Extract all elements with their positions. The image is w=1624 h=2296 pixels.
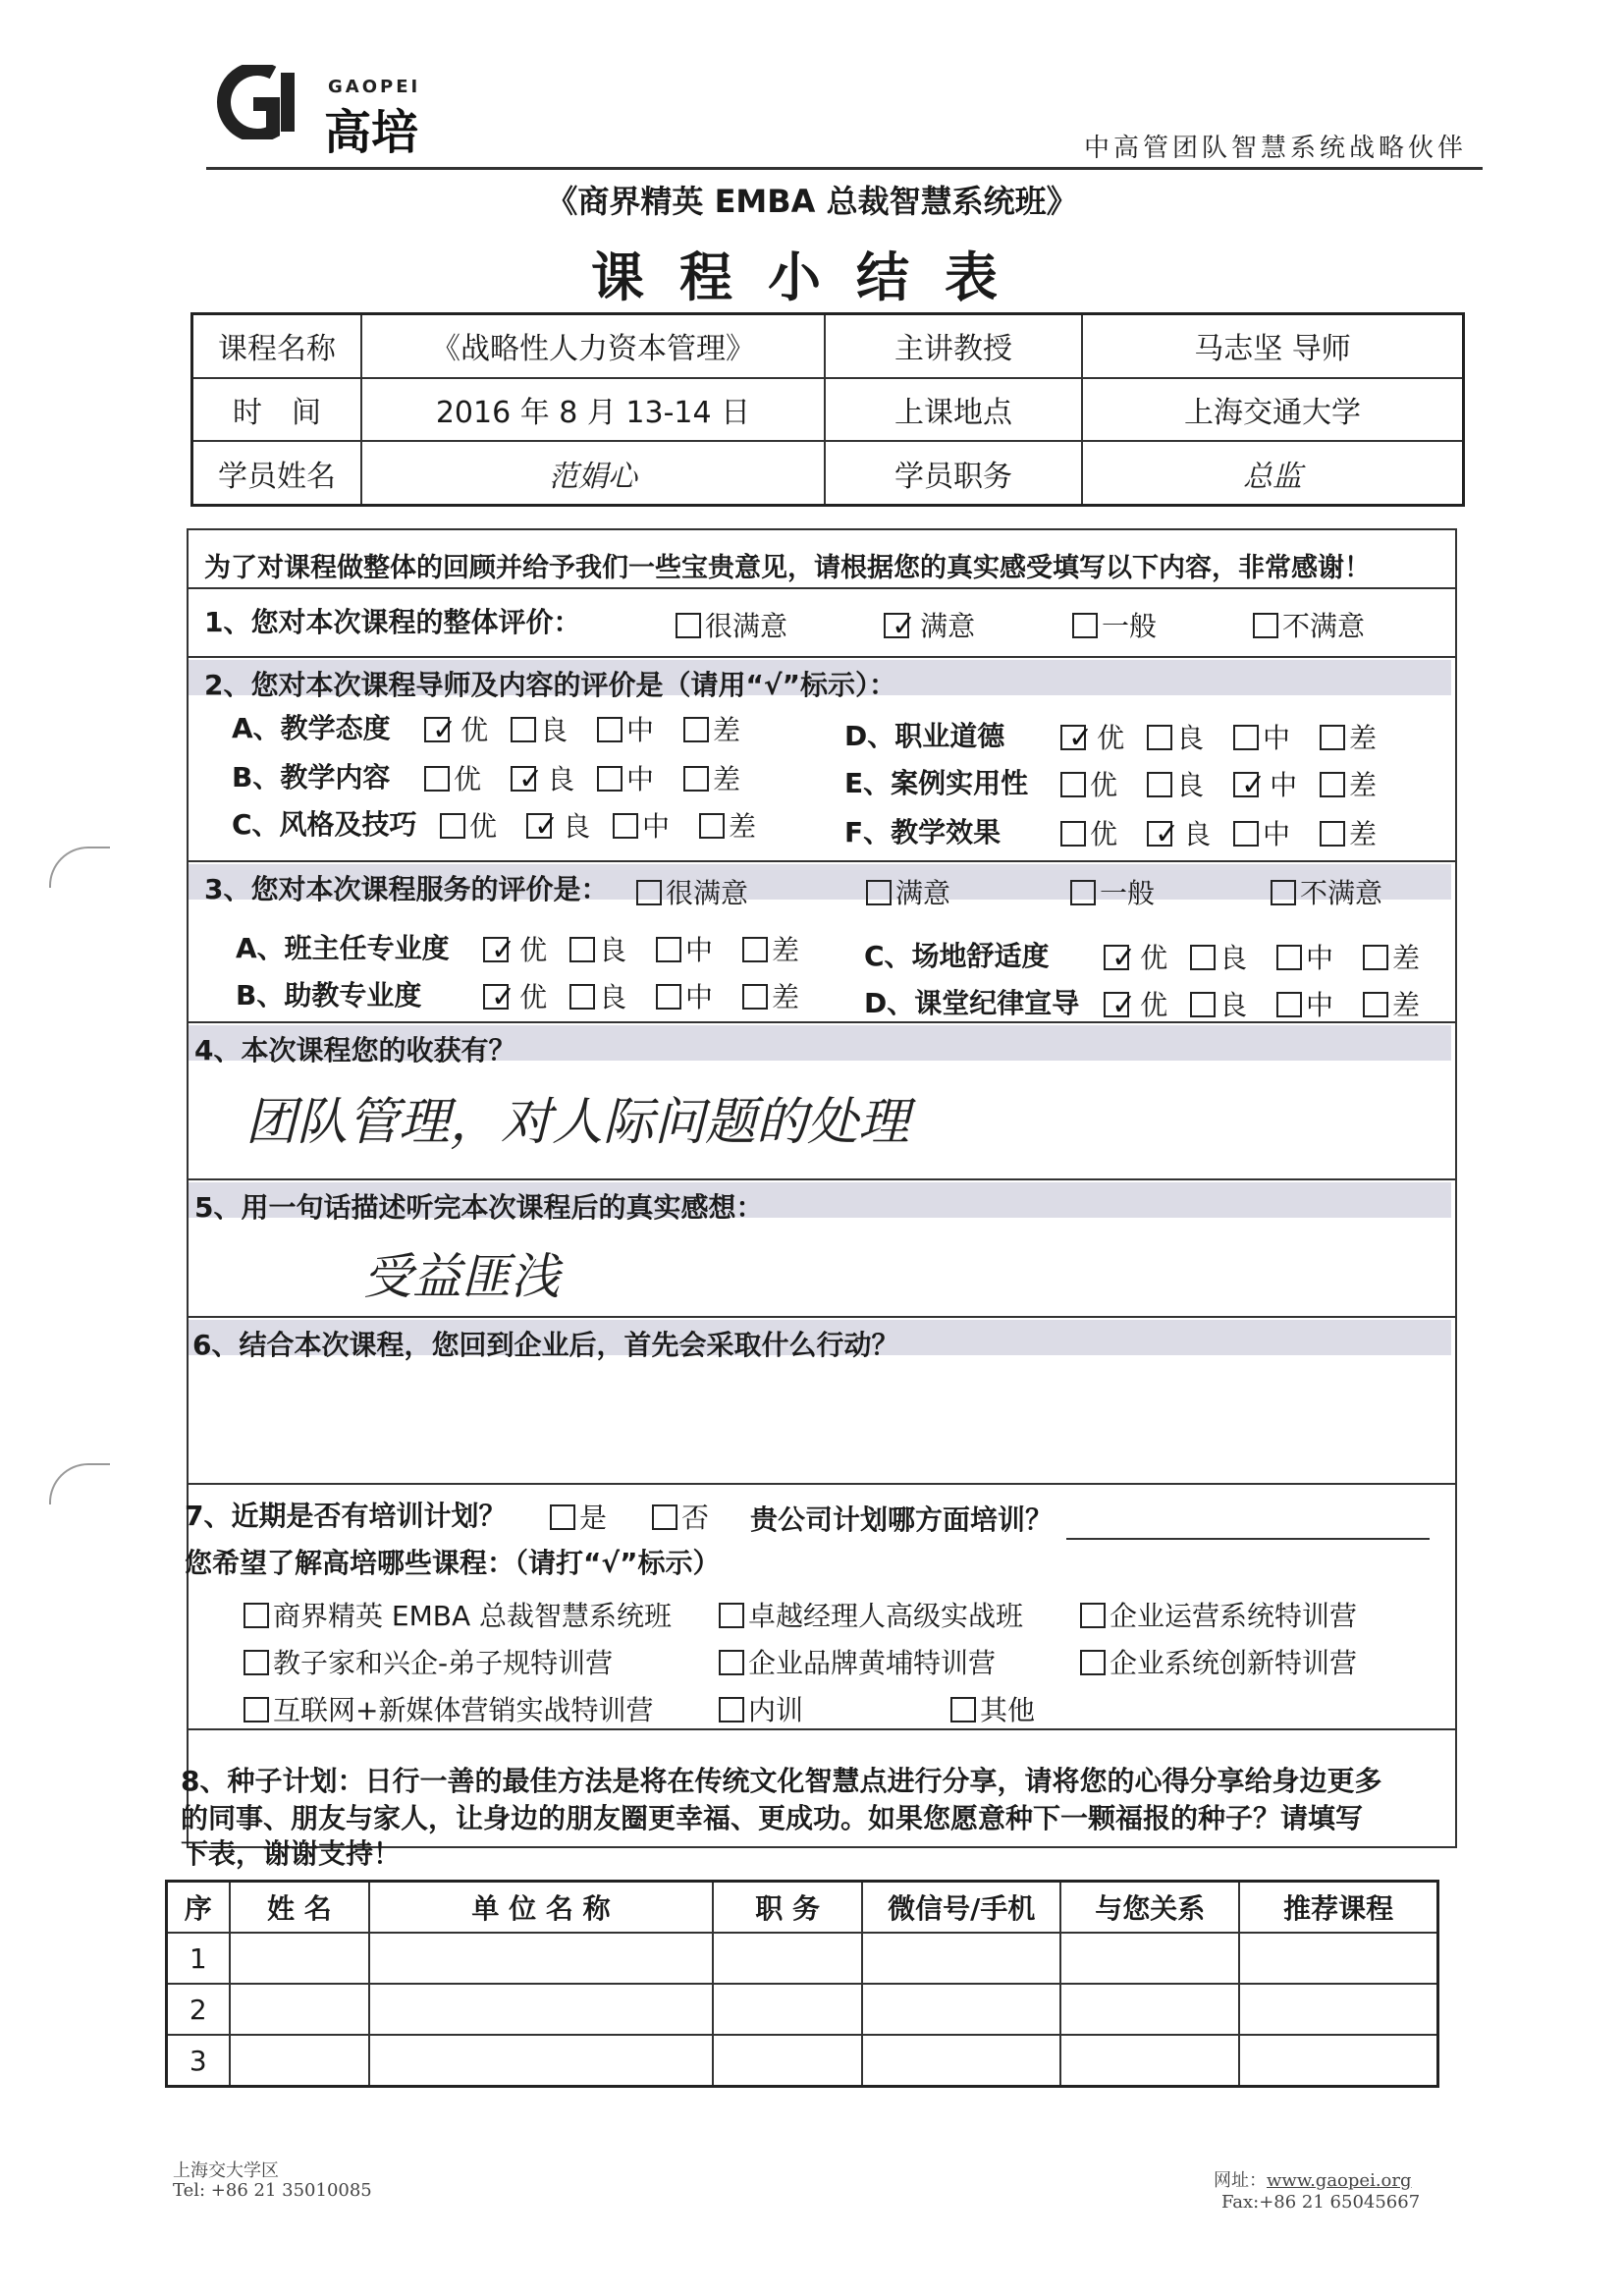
q2-item-label: D、职业道德 <box>844 720 1005 752</box>
q3-rating-option[interactable]: ✓ 优 <box>483 976 547 1015</box>
check-mark-icon: ✓ <box>491 980 516 1014</box>
q2-item-label: C、风格及技巧 <box>232 808 417 841</box>
other-course-field[interactable] <box>1051 1728 1404 1730</box>
seed-cell-field[interactable] <box>230 1984 370 2035</box>
q8-label-line3: 下表，谢谢支持！ <box>181 1837 402 1870</box>
brand-cn: 高培 <box>324 105 419 160</box>
binder-hole-icon <box>49 847 110 888</box>
check-mark-icon: ✓ <box>1111 988 1137 1022</box>
footer-tel: Tel: +86 21 35010085 <box>173 2180 372 2201</box>
position-label: 学员职务 <box>825 441 1082 505</box>
q2-rating-option[interactable]: 良 <box>1147 764 1204 803</box>
q2-rating-option[interactable]: 优 <box>1060 813 1117 852</box>
q3-option-4[interactable]: 不满意 <box>1271 872 1382 911</box>
q7-want-label: 您希望了解高培哪些课程：（请打“√”标示） <box>185 1547 721 1579</box>
check-mark-icon: ✓ <box>534 809 560 844</box>
q2-item-label: B、教学内容 <box>232 761 391 793</box>
course-option[interactable]: 内训 <box>719 1689 803 1728</box>
seed-cell-field[interactable] <box>862 2035 1060 2087</box>
q1-option-4[interactable]: 不满意 <box>1253 605 1365 644</box>
brand-en: GAOPEI <box>328 77 421 97</box>
q1-label: 1、您对本次课程的整体评价： <box>204 606 581 638</box>
q2-rating-option[interactable]: 中 <box>597 758 654 797</box>
q4-label: 4、本次课程您的收获有？ <box>194 1034 516 1066</box>
course-info-table <box>190 312 1465 507</box>
seed-cell-field[interactable] <box>1060 1933 1239 1984</box>
time-label: 时 间 <box>192 378 362 442</box>
table-row <box>167 1933 1438 1984</box>
q2-rating-option[interactable]: 差 <box>1320 813 1377 852</box>
q5-answer-field[interactable]: 受益匪浅 <box>363 1248 560 1305</box>
q4-answer-field[interactable]: 团队管理，对人际问题的处理 <box>245 1093 910 1152</box>
footer-campus: 上海交大学区 <box>173 2160 279 2181</box>
q6-answer-field[interactable] <box>192 1365 1439 1473</box>
course-option[interactable]: 企业系统创新特训营 <box>1080 1642 1357 1681</box>
q2-rating-option[interactable]: 中 <box>597 709 654 748</box>
q2-rating-option[interactable]: 差 <box>699 805 756 845</box>
q2-rating-option[interactable]: ✓ 优 <box>424 709 488 748</box>
q3-rating-option[interactable]: 差 <box>1363 937 1420 976</box>
q2-label: 2、您对本次课程导师及内容的评价是（请用“√”标示）： <box>204 669 896 701</box>
subtitle: 《商界精英 EMBA 总裁智慧系统班》 <box>546 183 1078 220</box>
course-option[interactable]: 其他 <box>950 1689 1035 1728</box>
table-row <box>167 1984 1438 2035</box>
seed-column-header: 序 <box>167 1882 230 1934</box>
q3-label: 3、您对本次课程服务的评价是： <box>204 873 609 905</box>
q2-rating-option[interactable]: 差 <box>1320 717 1377 756</box>
check-mark-icon: ✓ <box>1068 721 1094 755</box>
q2-item-label: A、教学态度 <box>232 712 391 744</box>
q3-option-3[interactable]: 一般 <box>1070 872 1155 911</box>
q3-rating-option[interactable]: 良 <box>1190 937 1247 976</box>
course-option[interactable]: 卓越经理人高级实战班 <box>719 1595 1023 1634</box>
course-value: 《战略性人力资本管理》 <box>361 314 825 378</box>
q3-rating-option[interactable]: 中 <box>1276 937 1333 976</box>
check-mark-icon: ✓ <box>1241 768 1267 802</box>
q7-yes[interactable]: 是 <box>550 1497 607 1536</box>
seed-column-header: 职 务 <box>713 1882 862 1934</box>
student-name-field[interactable]: 范娟心 <box>361 441 825 505</box>
q3-item-label: C、场地舒适度 <box>864 940 1050 972</box>
seed-column-header: 与您关系 <box>1060 1882 1239 1934</box>
seed-cell-field[interactable] <box>230 2035 370 2087</box>
course-option[interactable]: 企业运营系统特训营 <box>1080 1595 1357 1634</box>
q3-rating-option[interactable]: 中 <box>656 976 713 1015</box>
time-value: 2016 年 8 月 13-14 日 <box>361 378 825 442</box>
seed-cell-field[interactable] <box>369 1933 713 1984</box>
q7-no[interactable]: 否 <box>652 1497 709 1536</box>
q3-rating-option[interactable]: 差 <box>742 976 799 1015</box>
row-number: 1 <box>167 1933 230 1984</box>
student-label: 学员姓名 <box>192 441 362 505</box>
q2-rating-option[interactable]: ✓ 良 <box>511 758 574 797</box>
seed-cell-field[interactable] <box>1239 1984 1437 2035</box>
q2-item-label: F、教学效果 <box>844 816 1001 848</box>
q1-option-1[interactable]: 很满意 <box>676 605 787 644</box>
course-label: 课程名称 <box>192 314 362 378</box>
q2-rating-option[interactable]: ✓ 中 <box>1233 764 1297 803</box>
check-mark-icon: ✓ <box>432 713 458 747</box>
q1-option-2[interactable]: ✓ 满意 <box>884 605 975 644</box>
q2-item-label: E、案例实用性 <box>844 767 1029 799</box>
q2-rating-option[interactable]: 差 <box>683 758 740 797</box>
seed-cell-field[interactable] <box>230 1933 370 1984</box>
q8-label-line2: 的同事、朋友与家人，让身边的朋友圈更幸福、更成功。如果您愿意种下一颗福报的种子？请填写 <box>181 1802 1364 1834</box>
intro-text: 为了对课程做整体的回顾并给予我们一些宝贵意见，请根据您的真实感受填写以下内容，非常感谢！ <box>204 553 1371 583</box>
seed-cell-field[interactable] <box>369 1984 713 2035</box>
course-option[interactable]: 企业品牌黄埔特训营 <box>719 1642 996 1681</box>
seed-column-header: 推荐课程 <box>1239 1882 1437 1934</box>
seed-cell-field[interactable] <box>862 1933 1060 1984</box>
q7-label: 7、近期是否有培训计划？ <box>185 1500 507 1532</box>
q8-label-line1: 8、种子计划：日行一善的最佳方法是将在传统文化智慧点进行分享，请将您的心得分享给身边更多 <box>181 1765 1382 1797</box>
q3-option-2[interactable]: 满意 <box>866 872 950 911</box>
q7-plan-field[interactable] <box>1066 1538 1430 1540</box>
seed-column-header: 姓 名 <box>230 1882 370 1934</box>
q2-rating-option[interactable]: 优 <box>440 805 497 845</box>
q3-rating-option[interactable]: ✓ 优 <box>1104 984 1167 1023</box>
q5-label: 5、用一句话描述听完本次课程后的真实感想： <box>194 1191 764 1224</box>
q3-rating-option[interactable]: ✓ 优 <box>1104 937 1167 976</box>
q3-option-1[interactable]: 很满意 <box>636 872 748 911</box>
q3-item-label: A、班主任专业度 <box>236 932 450 964</box>
professor-label: 主讲教授 <box>825 314 1082 378</box>
row-number: 2 <box>167 1984 230 2035</box>
page-title: 课程小结表 <box>591 246 1033 308</box>
seed-cell-field[interactable] <box>862 1984 1060 2035</box>
q3-rating-option[interactable]: ✓ 优 <box>483 929 547 968</box>
location-label: 上课地点 <box>825 378 1082 442</box>
header-divider <box>206 167 1483 170</box>
seed-cell-field[interactable] <box>369 2035 713 2087</box>
q3-item-label: D、课堂纪律宣导 <box>864 987 1080 1019</box>
footer-fax: Fax:+86 21 65045667 <box>1221 2192 1421 2213</box>
q6-label: 6、结合本次课程，您回到企业后，首先会采取什么行动？ <box>192 1329 899 1361</box>
check-mark-icon: ✓ <box>518 762 544 796</box>
check-mark-icon: ✓ <box>1155 817 1180 851</box>
course-option[interactable]: 互联网+新媒体营销实战特训营 <box>244 1689 653 1728</box>
q2-rating-option[interactable]: 中 <box>613 805 670 845</box>
q2-rating-option[interactable]: 中 <box>1233 717 1290 756</box>
q2-rating-option[interactable]: 优 <box>424 758 481 797</box>
seed-column-header: 单 位 名 称 <box>369 1882 713 1934</box>
q3-rating-option[interactable]: 差 <box>1363 984 1420 1023</box>
course-option[interactable]: 教子家和兴企-弟子规特训营 <box>244 1642 613 1681</box>
seed-cell-field[interactable] <box>1239 1933 1437 1984</box>
seed-cell-field[interactable] <box>713 1933 862 1984</box>
row-number: 3 <box>167 2035 230 2087</box>
course-option[interactable]: 商界精英 EMBA 总裁智慧系统班 <box>244 1595 672 1634</box>
slogan: 中高管团队智慧系统战略伙伴 <box>1084 134 1468 163</box>
seed-cell-field[interactable] <box>1060 1984 1239 2035</box>
q3-rating-option[interactable]: 良 <box>1190 984 1247 1023</box>
q3-rating-option[interactable]: 差 <box>742 929 799 968</box>
q2-rating-option[interactable]: ✓ 良 <box>526 805 590 845</box>
q7-plan-question: 贵公司计划哪方面培训？ <box>750 1503 1054 1536</box>
check-mark-icon: ✓ <box>1111 941 1137 975</box>
q2-rating-option[interactable]: ✓ 良 <box>1147 813 1211 852</box>
q1-option-3[interactable]: 一般 <box>1072 605 1157 644</box>
q2-rating-option[interactable]: ✓ 优 <box>1060 717 1124 756</box>
table-row <box>167 2035 1438 2087</box>
seed-cell-field[interactable] <box>1239 2035 1437 2087</box>
q2-rating-option[interactable]: 良 <box>1147 717 1204 756</box>
q2-rating-option[interactable]: 中 <box>1233 813 1290 852</box>
seed-table <box>165 1880 1439 2088</box>
q3-item-label: B、助教专业度 <box>236 979 422 1011</box>
q2-rating-option[interactable]: 良 <box>511 709 568 748</box>
seed-cell-field[interactable] <box>713 2035 862 2087</box>
seed-cell-field[interactable] <box>1060 2035 1239 2087</box>
website-link[interactable]: www.gaopei.org <box>1267 2170 1412 2191</box>
professor-value: 马志坚 导师 <box>1082 314 1464 378</box>
q3-rating-option[interactable]: 中 <box>1276 984 1333 1023</box>
student-position-field[interactable]: 总监 <box>1082 441 1464 505</box>
q3-rating-option[interactable]: 良 <box>569 976 626 1015</box>
q2-rating-option[interactable]: 优 <box>1060 764 1117 803</box>
binder-hole-icon <box>49 1463 110 1504</box>
seed-column-header: 微信号/手机 <box>862 1882 1060 1934</box>
location-value: 上海交通大学 <box>1082 378 1464 442</box>
q2-rating-option[interactable]: 差 <box>1320 764 1377 803</box>
gaopei-logo-icon <box>204 65 314 139</box>
q3-rating-option[interactable]: 中 <box>656 929 713 968</box>
q2-rating-option[interactable]: 差 <box>683 709 740 748</box>
seed-cell-field[interactable] <box>713 1984 862 2035</box>
q3-rating-option[interactable]: 良 <box>569 929 626 968</box>
footer-web: 网址：www.gaopei.org <box>1214 2170 1412 2191</box>
check-mark-icon: ✓ <box>491 933 516 967</box>
